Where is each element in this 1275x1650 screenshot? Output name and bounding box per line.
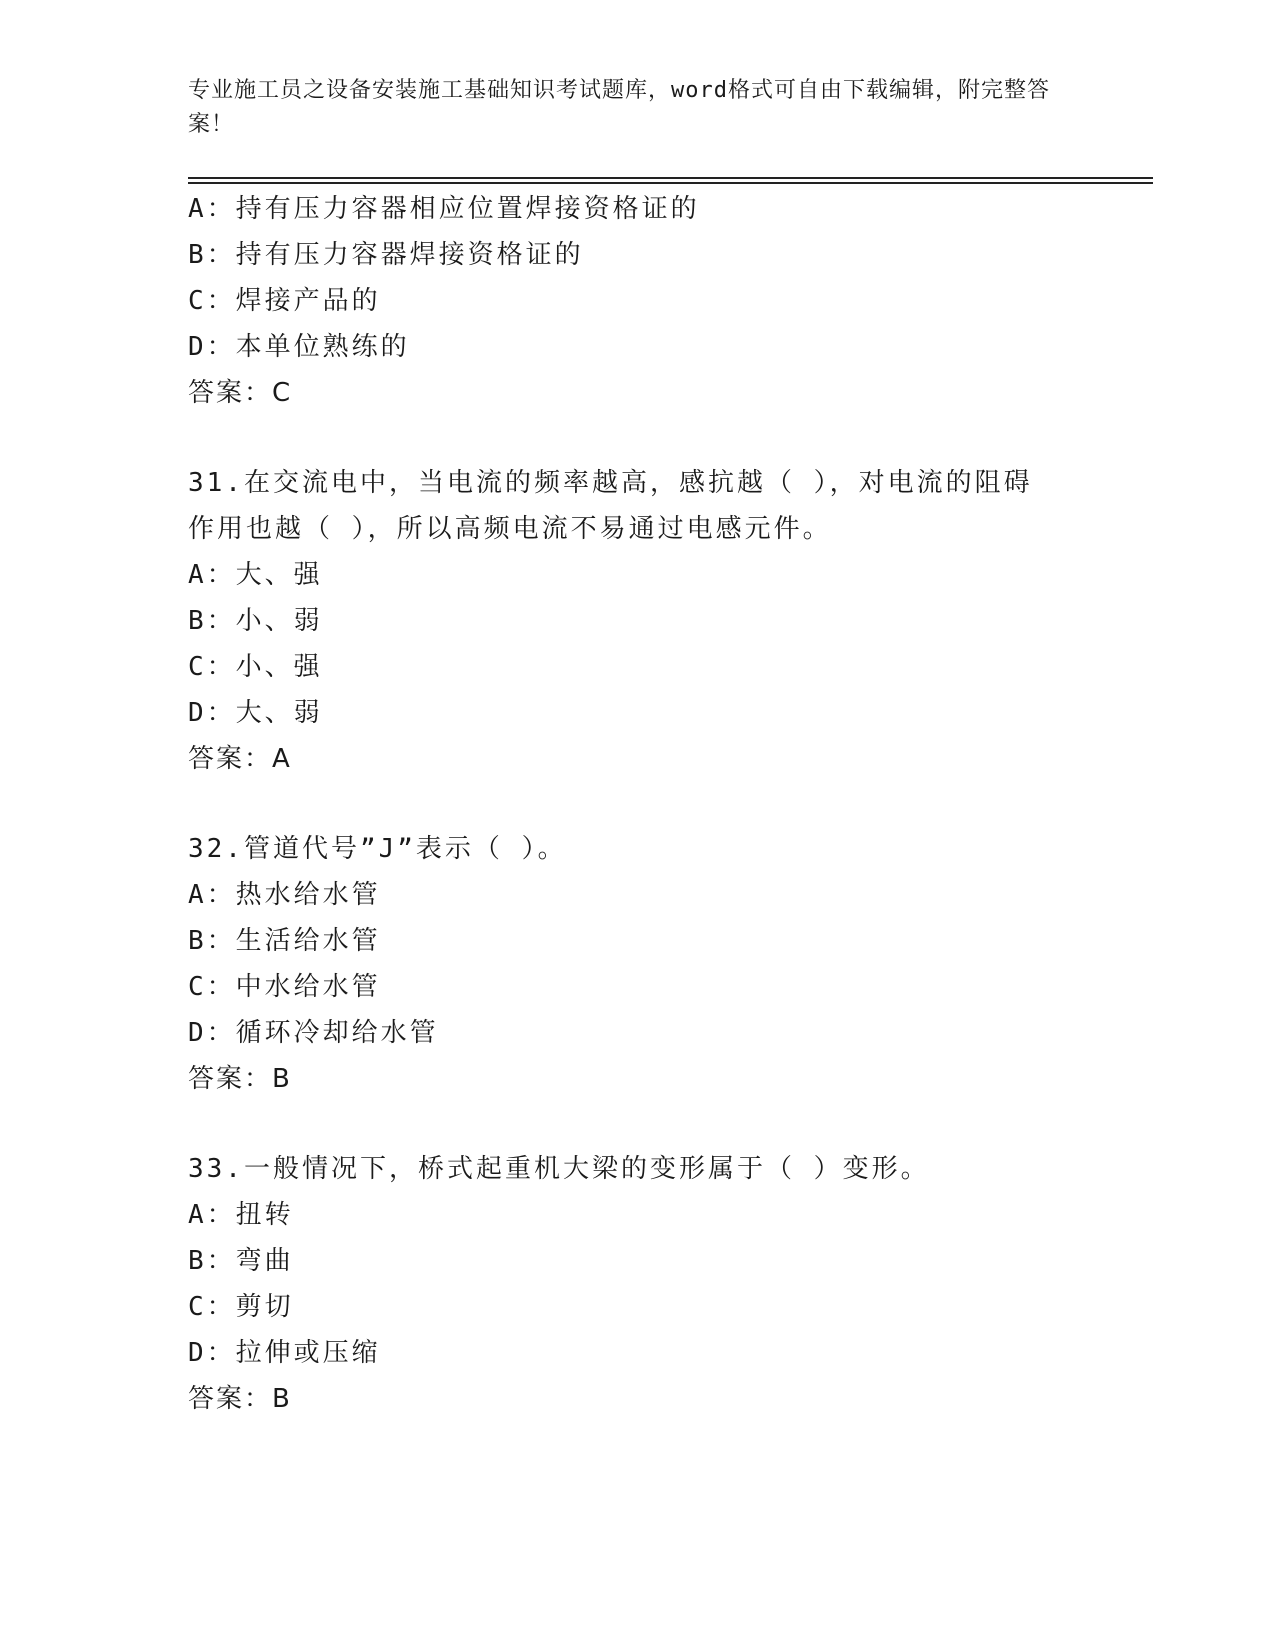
document-header: 专业施工员之设备安装施工基础知识考试题库，word格式可自由下载编辑，附完整答案！	[188, 78, 1050, 137]
question-block	[188, 186, 1088, 416]
answer-line: 答案：B	[188, 1384, 292, 1414]
header-divider-bottom	[188, 182, 1153, 184]
option-d: D：循环冷却给水管	[188, 1018, 439, 1048]
option-c: C：小、强	[188, 652, 323, 682]
spacer	[188, 416, 1088, 460]
option-c: C：中水给水管	[188, 972, 381, 1002]
option-b: B：弯曲	[188, 1246, 294, 1276]
option-b: B：持有压力容器焊接资格证的	[188, 240, 584, 270]
option-d: D：大、弱	[188, 698, 323, 728]
answer-line: 答案：C	[188, 378, 293, 408]
option-a: A：扭转	[188, 1200, 294, 1230]
question-stem: 33.一般情况下，桥式起重机大梁的变形属于（ ）变形。	[188, 1154, 930, 1184]
question-block	[188, 1146, 1088, 1422]
spacer	[188, 1102, 1088, 1146]
question-list	[188, 186, 1088, 1422]
option-b: B：小、弱	[188, 606, 323, 636]
option-a: A：持有压力容器相应位置焊接资格证的	[188, 194, 700, 224]
answer-line: 答案：A	[188, 744, 292, 774]
spacer	[188, 782, 1088, 826]
option-a: A：大、强	[188, 560, 323, 590]
option-a: A：热水给水管	[188, 880, 381, 910]
option-d: D：本单位熟练的	[188, 332, 410, 362]
question-stem: 31.在交流电中，当电流的频率越高，感抗越（ ），对电流的阻碍作用也越（ ），所以高频电流不易通过电感元件。	[188, 468, 1033, 544]
question-block	[188, 826, 1088, 1102]
question-stem: 32.管道代号”J”表示（ ）。	[188, 834, 567, 864]
header-divider-top	[188, 177, 1153, 179]
option-d: D：拉伸或压缩	[188, 1338, 381, 1368]
answer-line: 答案：B	[188, 1064, 292, 1094]
question-block	[188, 460, 1088, 782]
option-c: C：剪切	[188, 1292, 294, 1322]
option-c: C：焊接产品的	[188, 286, 381, 316]
option-b: B：生活给水管	[188, 926, 381, 956]
